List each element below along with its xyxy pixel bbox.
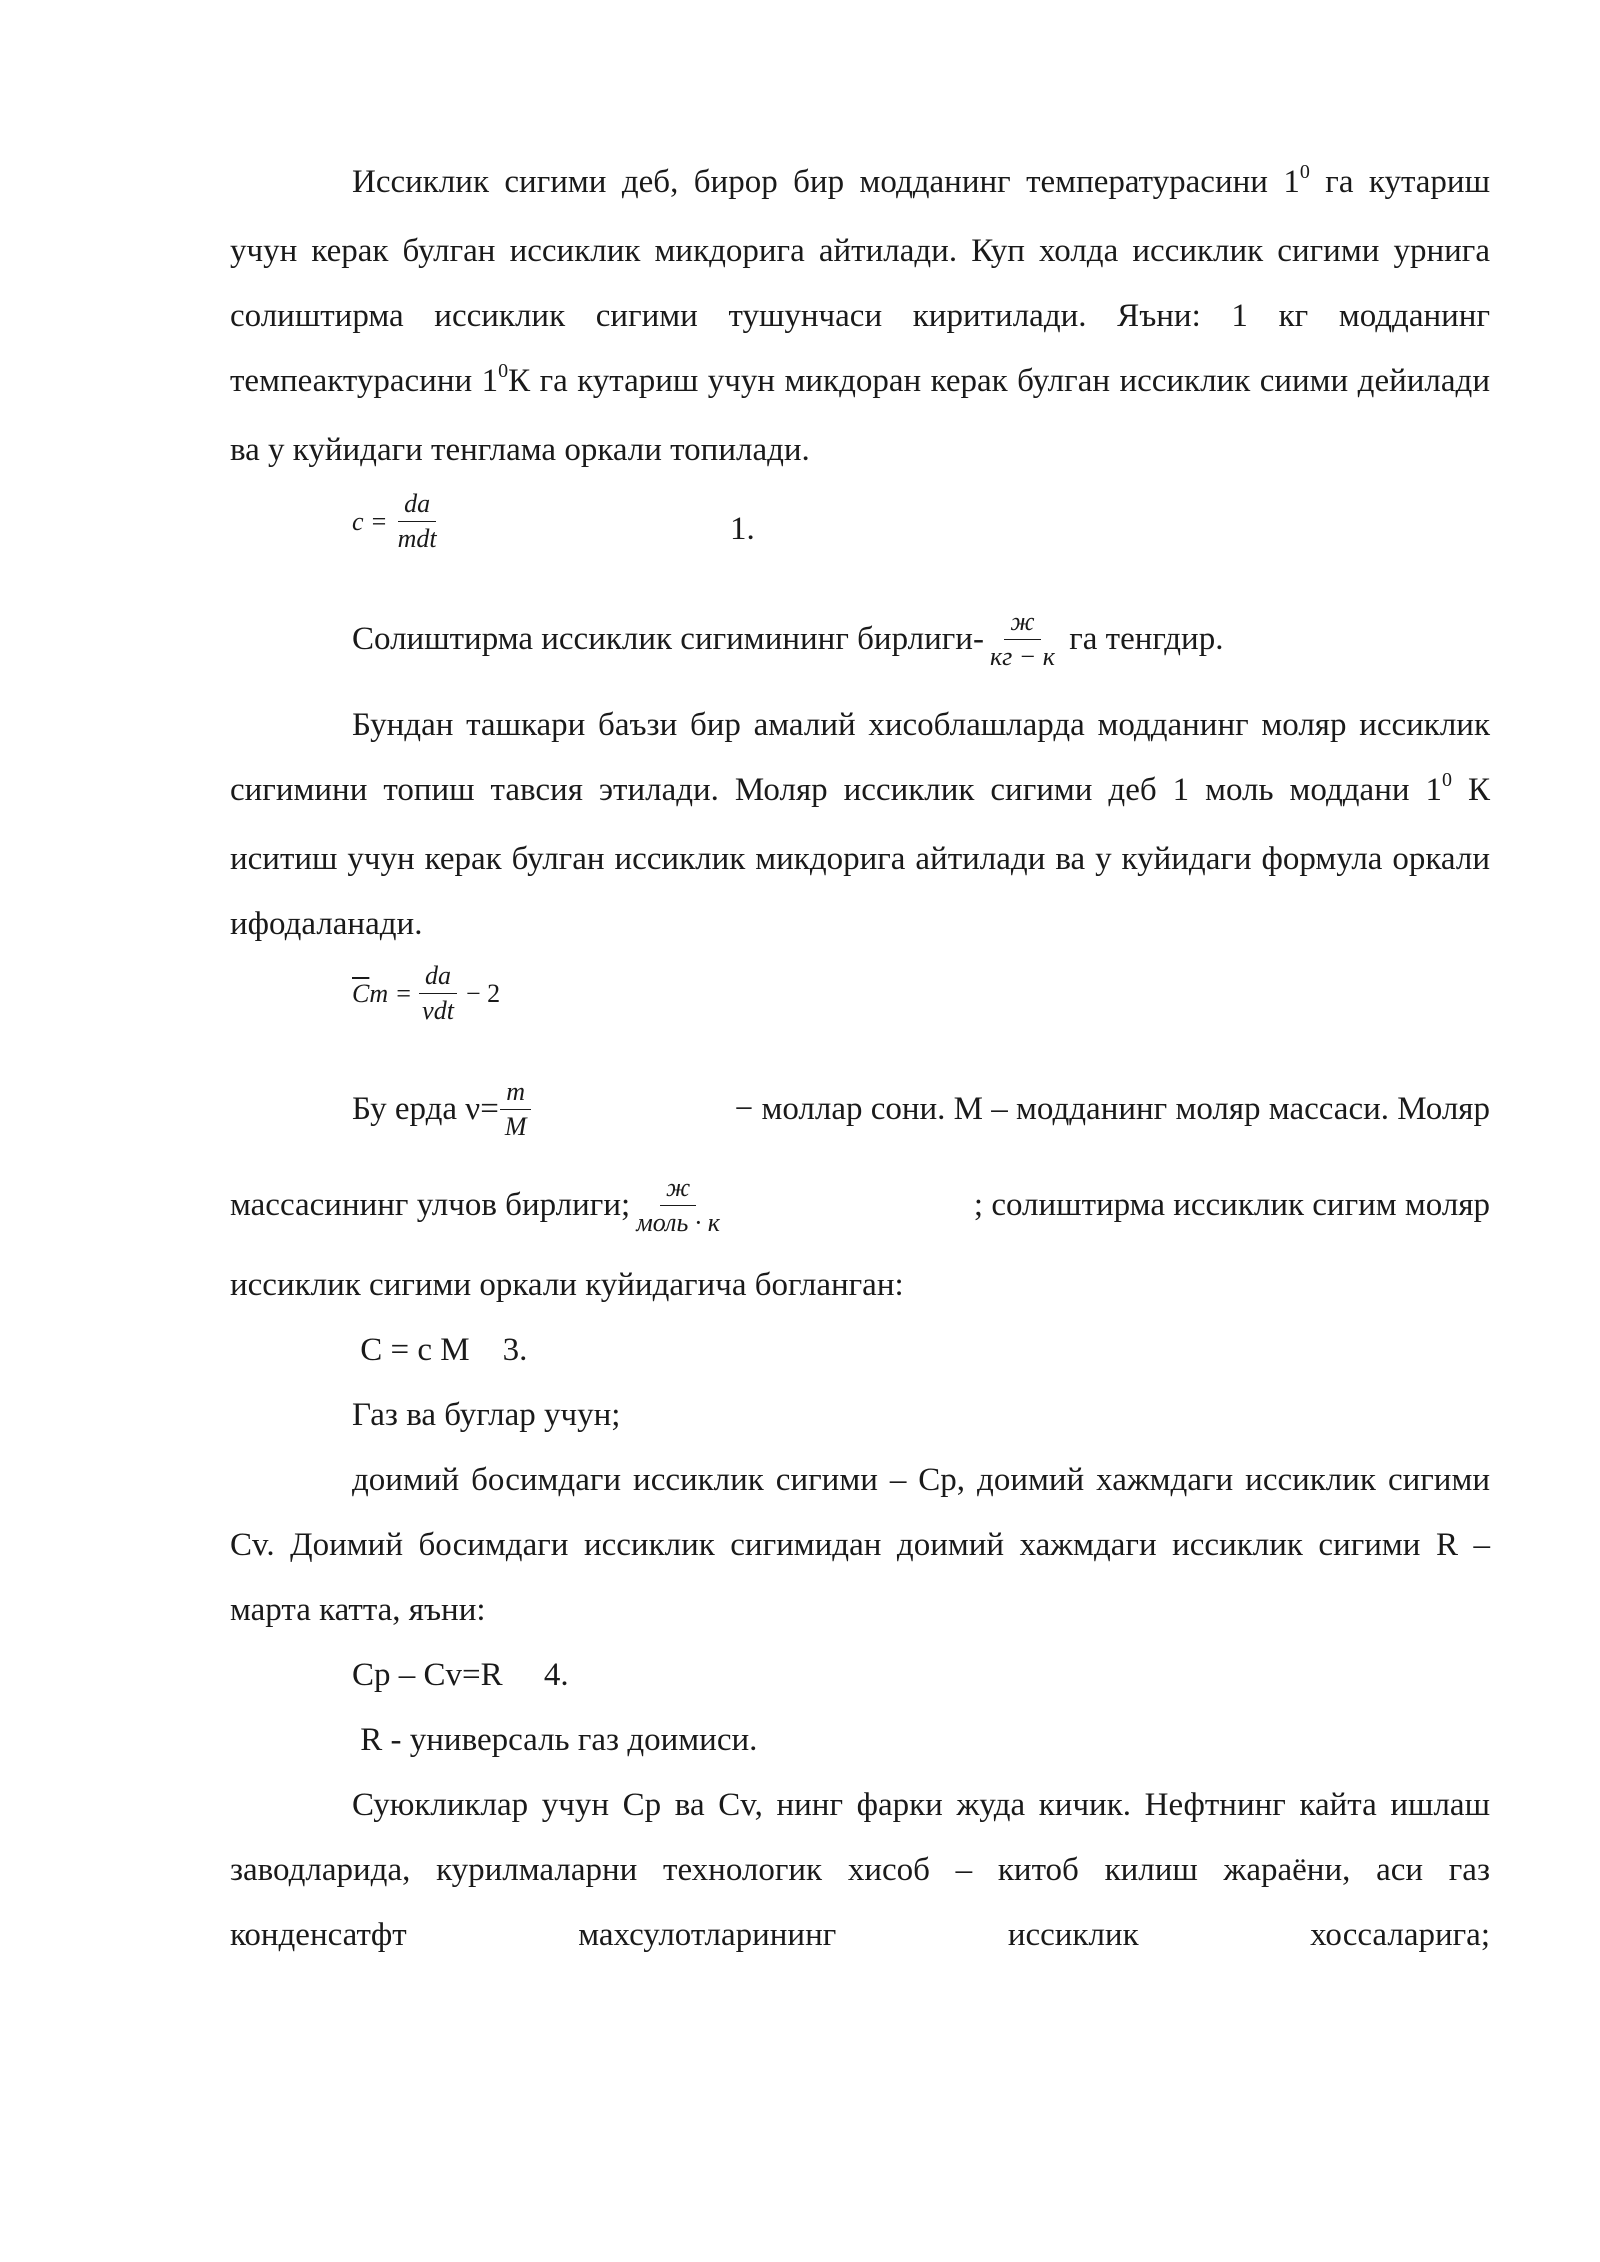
formula-1 — [230, 483, 1490, 591]
document-page — [230, 150, 1490, 1968]
formula-lhs: c = — [352, 507, 388, 536]
fraction-numerator: ж — [1004, 609, 1040, 640]
fraction-numerator: m — [500, 1079, 531, 1110]
fraction-numerator: da — [419, 963, 457, 994]
text-span: массасининг улчов бирлиги; — [230, 1186, 631, 1223]
fraction-denominator: моль · к — [636, 1207, 720, 1237]
paragraph-cp-cv: доимий босимдаги иссиклик сигими – Ср, доимий хажмдаги иссиклик сигими Сv. Доимий босимдаги иссиклик сигимидан доимий хажмдаги иссиклик сигими R – марта катта, яъни: — [230, 1462, 1490, 1628]
text-span: Солиштирма иссиклик сигимининг бирлиги- — [352, 620, 984, 657]
text-span: ; солиштирма иссиклик сигим моляр — [973, 1186, 1490, 1223]
text-span: га кутариш учун керак булган иссиклик микдорига айтилади. Куп холда иссиклик сигими урнига солиштирма иссиклик сигими тушунчаси киритилади. Яъни: 1 кг модданинг темпеактурасини 1 — [230, 164, 1490, 399]
equation-4: Ср – Сv=R 4. — [352, 1657, 569, 1693]
text-span: К иситиш учун керак булган иссиклик микдорига айтилади ва у куйидаги формула оркали ифодаланади. — [230, 772, 1491, 942]
fraction-denominator: mdt — [397, 524, 437, 553]
moles-fraction — [499, 1076, 533, 1141]
fraction-numerator: ж — [660, 1175, 696, 1206]
formula-2-expression — [352, 961, 500, 1026]
formula-tail: − 2 — [465, 979, 501, 1008]
superscript: 0 — [1442, 769, 1453, 791]
paragraph-moles-definition-line3: иссиклик сигими оркали куйидагича богланган: — [230, 1267, 904, 1303]
gas-constant-definition: R - универсаль газ доимиси. — [352, 1722, 758, 1758]
text-group — [352, 1077, 532, 1142]
paragraph-liquids: Суюкликлар учун Ср ва Сv, нинг фарки жуда кичик. Нефтнинг кайта ишлаш заводларида, курилмаларни технологик хисоб – китоб килиш жараёни, аси газ конденсатфт махсулотларининг иссиклик хоссаларига; — [230, 1787, 1490, 1953]
paragraph-heat-capacity-definition — [230, 150, 1490, 483]
paragraph-moles-definition-line1 — [230, 1061, 1490, 1157]
superscript: 0 — [1299, 161, 1310, 183]
formula-lhs: m = — [369, 979, 413, 1008]
fraction-denominator: νdt — [422, 996, 454, 1025]
equation-3: С = с М 3. — [352, 1332, 528, 1368]
text-group — [230, 1173, 726, 1238]
formula-1-expression — [352, 489, 443, 554]
formula-2 — [230, 957, 1490, 1061]
text-span: − моллар сони. М – модданинг моляр массаси. Моляр — [734, 1090, 1490, 1127]
text-span: Бундан ташкари баъзи бир амалий хисоблашларда модданинг моляр иссиклик сигимини топиш тавсия этилади. Моляр иссиклик сигими деб 1 моль моддани 1 — [230, 707, 1490, 808]
formula-fraction — [416, 963, 460, 1024]
fraction-denominator: M — [504, 1111, 527, 1141]
text-span: Иссиклик сигими деб, бирор бир модданинг температурасини 1 — [352, 164, 1300, 200]
text-span: Бу ерда ν= — [352, 1090, 499, 1127]
gas-heading: Газ ва буглар учун; — [352, 1397, 621, 1433]
unit-fraction — [984, 606, 1061, 671]
paragraph-moles-definition-line2 — [230, 1157, 1490, 1253]
molar-unit-fraction — [630, 1172, 726, 1237]
fraction-denominator: кг − к — [989, 641, 1055, 671]
superscript: 0 — [498, 360, 509, 382]
paragraph-specific-heat-unit — [230, 591, 1490, 687]
formula-number: 1. — [730, 511, 755, 547]
fraction-numerator: da — [398, 491, 436, 522]
formula-fraction — [392, 491, 443, 552]
text-span: К га кутариш учун микдоран керак булган иссиклик сиими дейилади ва у куйидаги тенглама оркали топилади. — [230, 363, 1490, 468]
text-span: га тенгдир. — [1060, 620, 1224, 657]
paragraph-molar-heat-capacity — [230, 693, 1490, 957]
formula-lhs-symbol: $\overline{C}$ — [352, 979, 370, 1008]
